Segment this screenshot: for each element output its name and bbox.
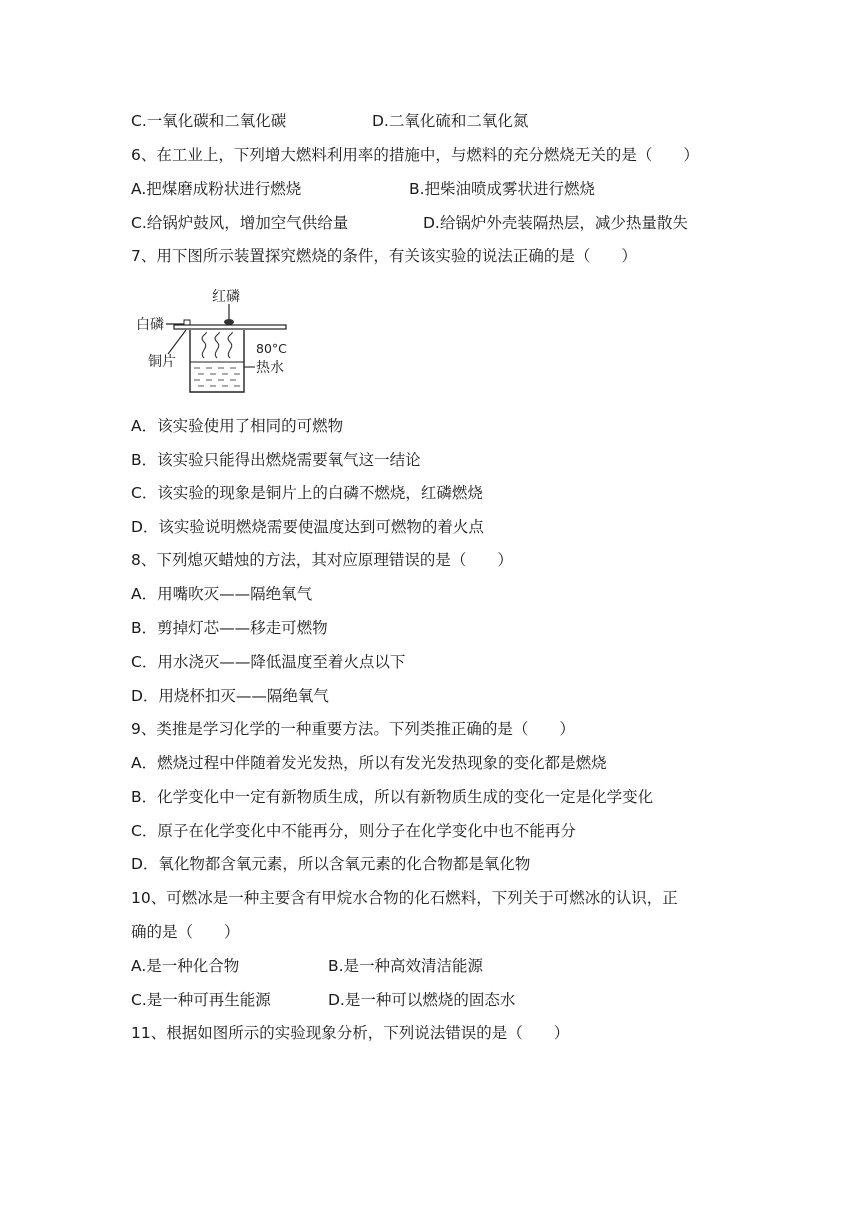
- option-d: D．用烧杯扣灭——隔绝氧气: [131, 687, 329, 705]
- option-row: [131, 955, 484, 977]
- copper-sheet-label: 铜片: [148, 354, 176, 370]
- option-c: C．该实验的现象是铜片上的白磷不燃烧，红磷燃烧: [131, 484, 483, 502]
- option-c: C．用水浇灭——降低温度至着火点以下: [131, 653, 406, 671]
- white-phosphorus-label: 白磷: [136, 317, 164, 333]
- option-d: D.给锅炉外壳装隔热层，减少热量散失: [423, 214, 688, 232]
- question-6: 6、在工业上，下列增大燃料利用率的措施中，与燃料的充分燃烧无关的是（ ）: [131, 146, 699, 164]
- option-row: [131, 178, 596, 200]
- option-c: C.一氧化碳和二氧化碳: [131, 112, 287, 130]
- option-c: C.给锅炉鼓风，增加空气供给量: [131, 214, 349, 232]
- option-d: D.二氧化硫和二氧化氮: [372, 112, 529, 130]
- question-7: 7、用下图所示装置探究燃烧的条件，有关该实验的说法正确的是（ ）: [131, 247, 637, 265]
- option-row: [131, 110, 529, 132]
- question-9: 9、类推是学习化学的一种重要方法。下列类推正确的是（ ）: [131, 720, 575, 738]
- option-d: D．氧化物都含氧元素，所以含氧元素的化合物都是氧化物: [131, 855, 531, 873]
- question-11: 11、根据如图所示的实验现象分析，下列说法错误的是（ ）: [131, 1024, 570, 1042]
- question-8: 8、下列熄灭蜡烛的方法，其对应原理错误的是（ ）: [131, 551, 513, 569]
- option-b: B.把柴油喷成雾状进行燃烧: [409, 180, 596, 198]
- beaker: [190, 330, 244, 392]
- option-a: A．用嘴吹灭——隔绝氧气: [131, 585, 313, 603]
- white-phosphorus-lump: [184, 320, 190, 325]
- option-row: [131, 989, 516, 1011]
- option-b: B．化学变化中一定有新物质生成，所以有新物质生成的变化一定是化学变化: [131, 788, 654, 806]
- hot-water-label: 热水: [256, 360, 284, 376]
- option-d: D.是一种可以燃烧的固态水: [328, 991, 516, 1009]
- option-b: B．该实验只能得出燃烧需要氧气这一结论: [131, 451, 421, 469]
- option-c: C.是一种可再生能源: [131, 991, 271, 1009]
- option-b: B．剪掉灯芯——移走可燃物: [131, 619, 328, 637]
- option-a: A．该实验使用了相同的可燃物: [131, 417, 344, 435]
- combustion-experiment-figure: [134, 282, 302, 396]
- red-phosphorus-lump: [224, 319, 234, 325]
- option-a: A．燃烧过程中伴随着发光发热，所以有发光发热现象的变化都是燃烧: [131, 754, 607, 772]
- copper-sheet: [174, 325, 286, 329]
- question-10: 10、可燃冰是一种主要含有甲烷水合物的化石燃料，下列关于可燃冰的认识，正: [131, 889, 678, 907]
- question-10-continued: 确的是（ ）: [131, 923, 240, 941]
- temperature-label: 80°C: [256, 341, 287, 356]
- steam-icon: [202, 332, 232, 358]
- option-a: A.是一种化合物: [131, 957, 240, 975]
- option-b: B.是一种高效清洁能源: [328, 957, 484, 975]
- option-row: [131, 212, 688, 234]
- option-a: A.把煤磨成粉状进行燃烧: [131, 180, 302, 198]
- red-phosphorus-label: 红磷: [212, 289, 240, 305]
- option-c: C．原子在化学变化中不能再分，则分子在化学变化中也不能再分: [131, 822, 576, 840]
- option-d: D．该实验说明燃烧需要使温度达到可燃物的着火点: [131, 518, 484, 536]
